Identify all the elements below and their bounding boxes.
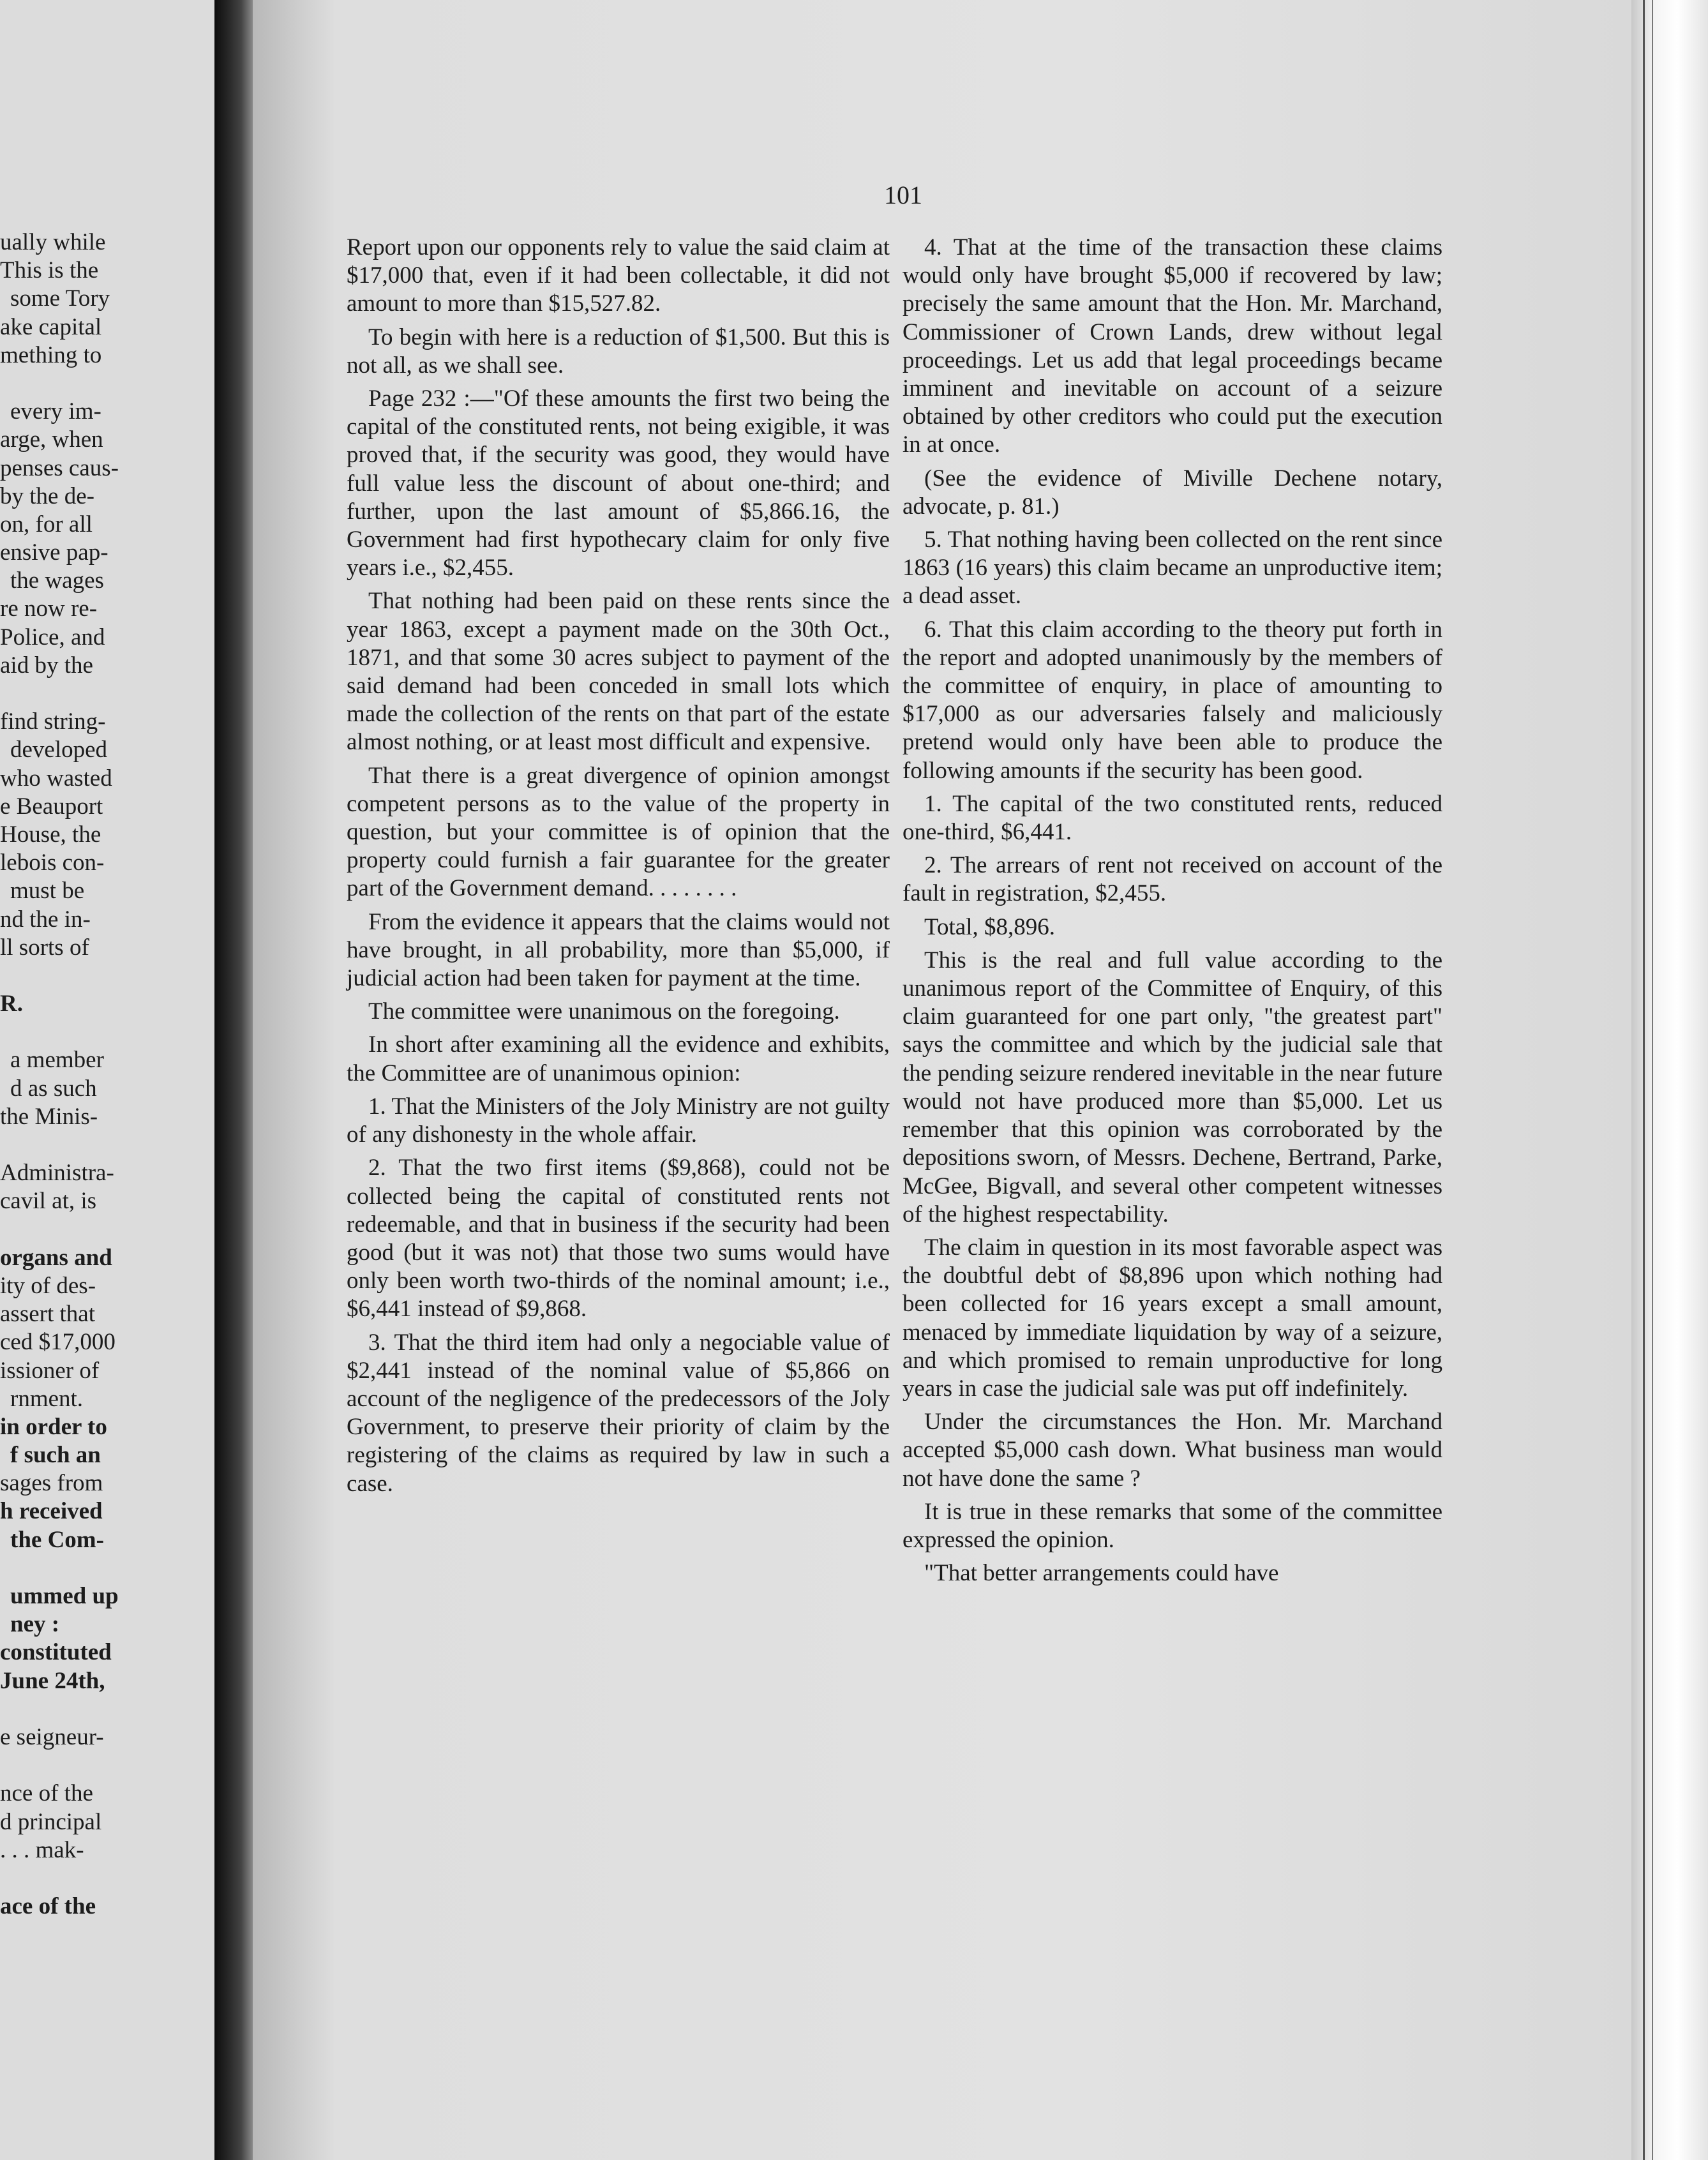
paragraph: That there is a great divergence of opinion amongst competent persons as to the value of the property in question, but your committee is of opinion that the property could furnish a fair guarantee for the greater part of the Government demand. . . . . . . . bbox=[347, 762, 890, 902]
paragraph: That nothing had been paid on these rents since the year 1863, except a payment made on the 30th Oct., 1871, and that some 30 acres subject to payment of the said demand had been conceded in small lots which made the collection of the rents on that part of the estate almost nothing, or at least most difficult and expensive. bbox=[347, 588, 890, 756]
fragment-gap bbox=[0, 1018, 214, 1046]
fragment-line: Police, and bbox=[0, 624, 105, 650]
fragment-line: ity of des- bbox=[0, 1272, 96, 1299]
fragment-line: must be bbox=[10, 878, 85, 904]
fragment-line: the Com- bbox=[10, 1526, 104, 1553]
paragraph: This is the real and full value according to the unanimous report of the Committee of Enquiry, of this claim guaranteed for one part only, "the greatest part" says the committee and which by the judicial sale that the pending seizure rendered inevitable in the near future would not have produced more than $5,000. Let us remember that this opinion was corroborated by the depositions sworn, of Messrs. Dechene, Bertrand, Parke, McGee, Bigvall, and several other competent witnesses of the highest respectability. bbox=[903, 947, 1442, 1227]
fragment-line: ensive pap- bbox=[0, 539, 109, 566]
fragment-line: organs and bbox=[0, 1244, 112, 1271]
fragment-line: issioner of bbox=[0, 1357, 100, 1384]
paragraph: In short after examining all the evidence and exhibits, the Committee are of unanimous opinion: bbox=[347, 1031, 890, 1086]
list-item: 3. That the third item had only a negociable value of $2,441 instead of the nominal value of $5,866 on account of the negligence of the predecessors of the Joly Government, to preserve their priority of claim by the registering of the claims as required by law in such a case. bbox=[347, 1329, 890, 1497]
fragment-line: e Beauport bbox=[0, 793, 103, 820]
paragraph: The claim in question in its most favorable aspect was the doubtful debt of $8,896 upon which nothing had been collected for 16 years except a small amount, menaced by immediate liquidation by way of a seizure, and which promised to remain unproductive for long years in case the judicial sale was put off indefinitely. bbox=[903, 1234, 1442, 1402]
fragment-gap bbox=[0, 1131, 214, 1159]
list-item: 6. That this claim according to the theory put forth in the report and adopted unanimously by the members of the committee of enquiry, in place of amounting to $17,000 as our adversaries falsely and maliciously pretend would only have been able to produce the following amounts if the security has been good. bbox=[903, 616, 1442, 784]
page-number: 101 bbox=[884, 181, 922, 209]
fragment-line: a member bbox=[10, 1047, 104, 1074]
fragment-line: the wages bbox=[10, 567, 104, 594]
fragment-line: some Tory bbox=[10, 285, 110, 312]
fragment-line: ll sorts of bbox=[0, 934, 89, 961]
fragment-line: ake capital bbox=[0, 313, 102, 340]
fragment-line: assert that bbox=[0, 1301, 95, 1328]
fragment-line: lebois con- bbox=[0, 850, 105, 876]
paragraph: "That better arrangements could have bbox=[924, 1560, 1279, 1587]
fragment-line: the Minis- bbox=[0, 1103, 98, 1130]
fragment-line: penses caus- bbox=[0, 454, 119, 481]
fragment-line: ace of the bbox=[0, 1893, 96, 1920]
paragraph: From the evidence it appears that the claims would not have brought, in all probability, more than $5,000, if judicial action had been taken for payment at the time. bbox=[347, 908, 890, 992]
total-line: Total, $8,896. bbox=[924, 913, 1055, 940]
fragment-line: ually while bbox=[0, 229, 106, 255]
fragment-gap bbox=[0, 1751, 214, 1780]
list-item: 1. That the Ministers of the Joly Ministry are not guilty of any dishonesty in the whole affair. bbox=[347, 1093, 890, 1148]
fragment-line: re now re- bbox=[0, 596, 98, 622]
fragment-line: ummed up bbox=[10, 1583, 119, 1609]
text-column-right bbox=[903, 234, 1442, 1593]
list-item: 5. That nothing having been collected on the rent since 1863 (16 years) this claim became an unproductive item; a dead asset. bbox=[903, 527, 1442, 610]
fragment-line: sages from bbox=[0, 1470, 103, 1497]
paragraph: It is true in these remarks that some of the committee expressed the opinion. bbox=[903, 1498, 1442, 1553]
fragment-line: e seigneur- bbox=[0, 1723, 104, 1750]
left-page-text bbox=[0, 229, 214, 1921]
fragment-line: nce of the bbox=[0, 1780, 93, 1807]
fragment-line: who wasted bbox=[0, 765, 112, 791]
fragment-line: find string- bbox=[0, 709, 106, 735]
list-item: 2. That the two first items ($9,868), could not be collected being the capital of constituted rents not redeemable, and that in business if the security had been good (but it was not) that those two sums would have only been worth two-thirds of the nominal amount; i.e., $6,441 instead of $9,868. bbox=[347, 1155, 890, 1323]
fragment-line: R. bbox=[0, 991, 23, 1017]
fragment-line: cavil at, is bbox=[0, 1188, 97, 1215]
fragment-line: nd the in- bbox=[0, 906, 91, 933]
fragment-line: f such an bbox=[10, 1442, 101, 1469]
fragment-line: by the de- bbox=[0, 483, 94, 509]
fragment-line: House, the bbox=[0, 821, 101, 848]
left-page-fragment bbox=[0, 0, 214, 2160]
fragment-gap bbox=[0, 1554, 214, 1582]
book-gutter bbox=[214, 0, 253, 2160]
list-item: 1. The capital of the two constituted rents, reduced one-third, $6,441. bbox=[903, 790, 1442, 846]
fragment-line: June 24th, bbox=[0, 1667, 105, 1694]
fragment-line: . . . mak- bbox=[0, 1836, 84, 1863]
fragment-gap bbox=[0, 1695, 214, 1723]
paragraph: To begin with here is a reduction of $1,500. But this is not all, as we shall see. bbox=[347, 324, 890, 379]
page-edge bbox=[1631, 0, 1708, 2160]
text-column-left bbox=[347, 234, 890, 1503]
fragment-line: d as such bbox=[10, 1075, 97, 1102]
paragraph: (See the evidence of Miville Dechene notary, advocate, p. 81.) bbox=[903, 465, 1442, 520]
paragraph: Page 232 :—"Of these amounts the first two being the capital of the constituted rents, not being exigible, it was proved that, if the security was good, they would have full value less the discount of about one-third; and further, upon the last amount of $5,866.16, the Government had first hypothecary claim for only five years i.e., $2,455. bbox=[347, 386, 890, 581]
fragment-gap bbox=[0, 370, 214, 398]
fragment-line: in order to bbox=[0, 1413, 107, 1440]
fragment-line: every im- bbox=[10, 398, 101, 425]
fragment-line: ney : bbox=[10, 1611, 60, 1638]
fragment-line: rnment. bbox=[10, 1385, 84, 1412]
fragment-line: d principal bbox=[0, 1808, 102, 1835]
fragment-line: aid by the bbox=[0, 652, 93, 679]
paragraph: Report upon our opponents rely to value the said claim at $17,000 that, even if it had been collectable, it did not amount to more than $15,527.82. bbox=[347, 234, 890, 317]
fragment-line: constituted bbox=[0, 1639, 112, 1666]
fragment-line: mething to bbox=[0, 341, 102, 368]
fragment-line: developed bbox=[10, 737, 108, 763]
fragment-line: arge, when bbox=[0, 426, 103, 453]
fragment-line: Administra- bbox=[0, 1160, 114, 1187]
fragment-line: This is the bbox=[0, 257, 99, 284]
fragment-line: h received bbox=[0, 1498, 103, 1525]
fragment-gap bbox=[0, 680, 214, 708]
fragment-gap bbox=[0, 1864, 214, 1893]
fragment-gap bbox=[0, 1216, 214, 1244]
list-item: 2. The arrears of rent not received on account of the fault in registration, $2,455. bbox=[903, 852, 1442, 907]
paragraph: The committee were unanimous on the foregoing. bbox=[368, 998, 840, 1025]
list-item: 4. That at the time of the transaction these claims would only have brought $5,000 if recovered by law; precisely the same amount that the Hon. Mr. Marchand, Commissioner of Crown Lands, drew without legal proceedings. Let us add that legal proceedings became imminent and inevitable on account of a seizure obtained by other creditors who could put the execution in at once. bbox=[903, 234, 1442, 458]
fragment-gap bbox=[0, 962, 214, 990]
fragment-line: ced $17,000 bbox=[0, 1329, 116, 1356]
fragment-line: on, for all bbox=[0, 511, 93, 537]
paragraph: Under the circumstances the Hon. Mr. Marchand accepted $5,000 cash down. What business man would not have done the same ? bbox=[903, 1409, 1442, 1492]
